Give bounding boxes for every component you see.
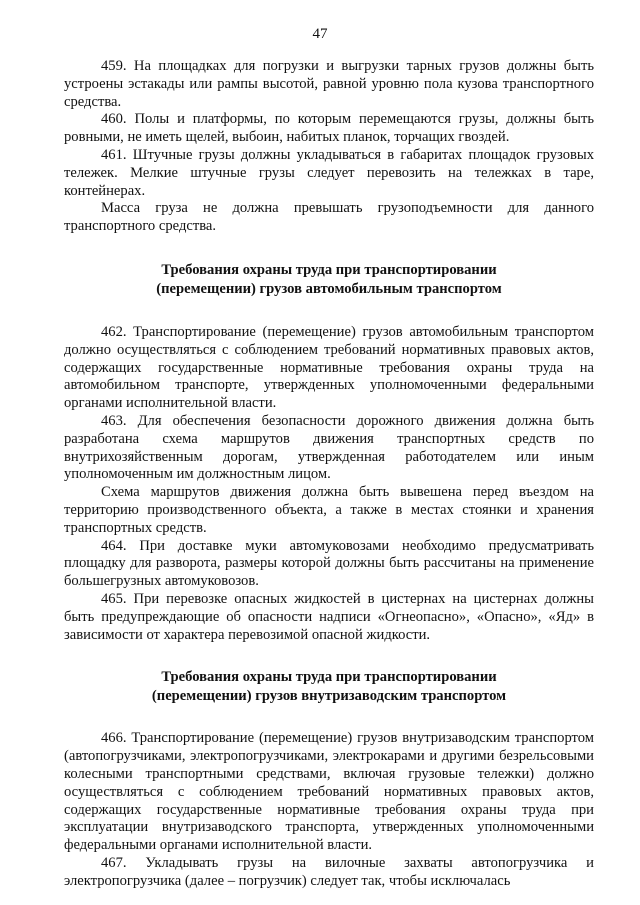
section-heading-internal-transport [64, 668, 594, 706]
paragraph-461: 461. Штучные грузы должны укладываться в габаритах площадок грузовых тележек. Мелкие штучные грузы следует перевозить на тележках в таре, контейнерах. [64, 146, 594, 199]
paragraph-467: 467. Укладывать грузы на вилочные захваты автопогрузчика и электропогрузчика (далее – погрузчик) следует так, чтобы исключалась [64, 854, 594, 889]
paragraph-463-scheme: Схема маршрутов движения должна быть вывешена перед въездом на территорию производственного объекта, а также в местах стоянки и хранения транспортных средств. [64, 484, 594, 536]
heading-line: (перемещении) грузов автомобильным транспортом [156, 280, 502, 297]
heading-line: (перемещении) грузов внутризаводским транспортом [151, 688, 507, 705]
heading-line: Требования охраны труда при транспортировании [161, 669, 497, 686]
paragraph-466: 466. Транспортирование (перемещение) грузов внутризаводским транспортом (автопогрузчиками, электропогрузчиками, электрокарами и другими безрельсовыми колесными транспортными средствами, включая грузовые тележки) должно осуществляться с соблюдением требований нормативных правовых актов, содержащих государственные нормативные требования охраны труда при эксплуатации внутризаводского транспорта, утвержденных уполномоченными федеральными органами исполнительной власти. [64, 730, 594, 854]
paragraph-463: 463. Для обеспечения безопасности дорожного движения должна быть разработана схема маршрутов движения транспортных средств по внутрихозяйственным дорогам, утвержденная работодателем или иным уполномоченным им должностным лицом. [64, 412, 594, 483]
paragraph-464: 464. При доставке муки автомуковозами необходимо предусматривать площадку для разворота, размеры которой должны быть рассчитаны на применение большегрузных автомуковозов. [64, 537, 594, 590]
paragraph-461-mass: Масса груза не должна превышать грузоподъемности для данного транспортного средства. [64, 200, 594, 235]
paragraph-465: 465. При перевозке опасных жидкостей в цистернах на цистернах должны быть предупреждающие об опасности надписи «Огнеопасно», «Опасно», «Яд» в зависимости от характера перевозимой опасной жидкости. [64, 590, 594, 643]
section-heading-auto-transport [64, 261, 594, 299]
paragraph-460: 460. Полы и платформы, по которым перемещаются грузы, должны быть ровными, не иметь щелей, выбоин, набитых планок, торчащих гвоздей. [64, 111, 594, 146]
page-number: 47 [312, 26, 328, 42]
paragraph-462: 462. Транспортирование (перемещение) грузов автомобильным транспортом должно осуществляться с соблюдением требований нормативных правовых актов, содержащих государственные нормативные требования охраны труда на автомобильном транспорте, утвержденных уполномоченными федеральными органами исполнительной власти. [64, 323, 594, 412]
paragraph-459: 459. На площадках для погрузки и выгрузки тарных грузов должны быть устроены эстакады или рампы высотой, равной уровню пола кузова транспортного средства. [64, 58, 594, 110]
document-body [64, 58, 594, 890]
heading-line: Требования охраны труда при транспортировании [161, 261, 497, 278]
